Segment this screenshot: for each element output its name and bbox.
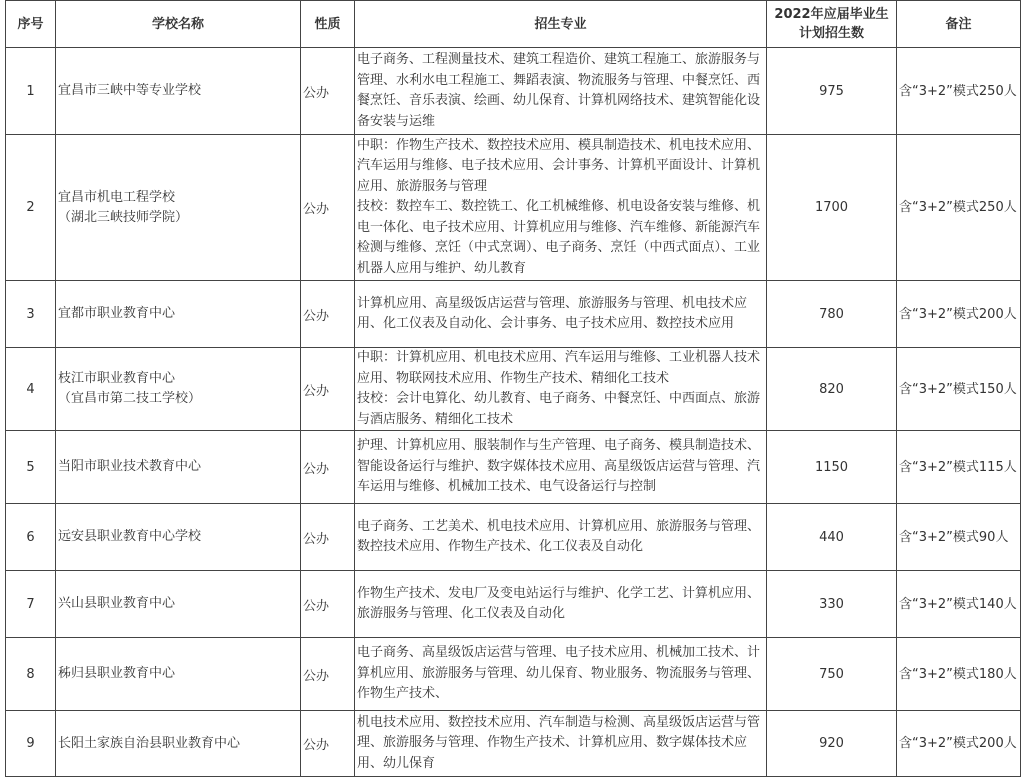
- cell-plan-count: 1150: [767, 431, 897, 504]
- table-row: [6, 711, 1021, 777]
- cell-majors: [355, 711, 767, 777]
- cell-remark: 含“3+2”模式200人: [897, 281, 1021, 348]
- school-name: 宜昌市三峡中等专业学校: [58, 83, 202, 98]
- cell-plan-count: 750: [767, 638, 897, 711]
- majors-text: 中职：作物生产技术、数控技术应用、模具制造技术、机电技术应用、汽车运用与维修、电子技术应用、会计事务、计算机平面设计、计算机应用、旅游服务与管理: [357, 137, 761, 194]
- cell-seq: 3: [6, 281, 56, 348]
- majors-text: 计算机应用、高星级饭店运营与管理、旅游服务与管理、机电技术应用、化工仪表及自动化、会计事务、电子技术应用、数控技术应用: [357, 295, 748, 331]
- school-name: 远安县职业教育中心学校: [58, 529, 202, 544]
- cell-nature: 公办: [301, 504, 355, 571]
- school-alias: （宜昌市第二技工学校）: [58, 391, 202, 406]
- cell-school-name: [56, 135, 301, 281]
- cell-plan-count: 820: [767, 348, 897, 431]
- cell-majors: [355, 431, 767, 504]
- cell-school-name: [56, 431, 301, 504]
- school-name: 长阳土家族自治县职业教育中心: [58, 735, 241, 751]
- cell-majors: [355, 48, 767, 135]
- table-row: [6, 135, 1021, 281]
- header-row: [6, 1, 1021, 48]
- school-name: 兴山县职业教育中心: [58, 596, 176, 611]
- cell-seq: 8: [6, 638, 56, 711]
- school-name: 秭归县职业教育中心: [58, 666, 176, 681]
- cell-school-name: [56, 711, 301, 777]
- majors-text: 技校：会计电算化、幼儿教育、电子商务、中餐烹饪、中西面点、旅游与酒店服务、精细化工技术: [357, 391, 761, 427]
- cell-seq: 2: [6, 135, 56, 281]
- header-plan-line1: 2022年应届毕业生: [774, 7, 889, 22]
- cell-remark: 含“3+2”模式150人: [897, 348, 1021, 431]
- cell-majors: [355, 638, 767, 711]
- cell-nature: 公办: [301, 281, 355, 348]
- cell-remark: 含“3+2”模式180人: [897, 638, 1021, 711]
- cell-seq: 1: [6, 48, 56, 135]
- table-row: [6, 504, 1021, 571]
- cell-remark: 含“3+2”模式140人: [897, 571, 1021, 638]
- cell-plan-count: 1700: [767, 135, 897, 281]
- header-seq: 序号: [6, 1, 56, 48]
- enrollment-table: [5, 0, 1021, 777]
- cell-majors: [355, 135, 767, 281]
- school-name: 当阳市职业技术教育中心: [58, 459, 202, 474]
- cell-remark: 含“3+2”模式115人: [897, 431, 1021, 504]
- cell-plan-count: 780: [767, 281, 897, 348]
- header-nature: 性质: [301, 1, 355, 48]
- cell-majors: [355, 571, 767, 638]
- cell-remark: 含“3+2”模式90人: [897, 504, 1021, 571]
- table-row: [6, 48, 1021, 135]
- table-row: [6, 348, 1021, 431]
- majors-text: 技校：数控车工、数控铣工、化工机械维修、机电设备安装与维修、机电一体化、电子技术应用、计算机应用与维修、汽车维修、新能源汽车检测与维修、烹饪（中式烹调）、电子商务、烹饪（中西式面点）、工业机器人应用与维护、幼儿教育: [357, 199, 761, 276]
- majors-text: 作物生产技术、发电厂及变电站运行与维护、化学工艺、计算机应用、旅游服务与管理、化工仪表及自动化: [357, 585, 761, 621]
- cell-school-name: [56, 504, 301, 571]
- cell-nature: 公办: [301, 135, 355, 281]
- majors-text: 电子商务、高星级饭店运营与管理、电子技术应用、机械加工技术、计算机应用、旅游服务与管理、幼儿保育、物业服务、物流服务与管理、作物生产技术、: [357, 645, 761, 702]
- cell-school-name: [56, 48, 301, 135]
- cell-school-name: [56, 571, 301, 638]
- cell-nature: 公办: [301, 431, 355, 504]
- cell-nature: 公办: [301, 571, 355, 638]
- school-name: 宜都市职业教育中心: [58, 306, 176, 321]
- header-plan-count: [767, 1, 897, 48]
- cell-nature: 公办: [301, 638, 355, 711]
- cell-plan-count: 975: [767, 48, 897, 135]
- school-name: 宜昌市机电工程学校: [58, 189, 176, 205]
- cell-school-name: [56, 281, 301, 348]
- cell-seq: 9: [6, 711, 56, 777]
- cell-remark: 含“3+2”模式200人: [897, 711, 1021, 777]
- cell-seq: 5: [6, 431, 56, 504]
- cell-majors: [355, 348, 767, 431]
- cell-plan-count: 440: [767, 504, 897, 571]
- school-alias: （湖北三峡技师学院）: [58, 209, 189, 225]
- table-row: [6, 431, 1021, 504]
- cell-seq: 4: [6, 348, 56, 431]
- table-row: [6, 571, 1021, 638]
- cell-plan-count: 330: [767, 571, 897, 638]
- cell-seq: 7: [6, 571, 56, 638]
- cell-remark: 含“3+2”模式250人: [897, 48, 1021, 135]
- majors-text: 机电技术应用、数控技术应用、汽车制造与检测、高星级饭店运营与管理、旅游服务与管理、作物生产技术、计算机应用、数字媒体技术应用、幼儿保育: [357, 714, 761, 771]
- cell-nature: 公办: [301, 48, 355, 135]
- majors-text: 电子商务、工艺美术、机电技术应用、计算机应用、旅游服务与管理、数控技术应用、作物生产技术、化工仪表及自动化: [357, 518, 761, 554]
- majors-text: 中职：计算机应用、机电技术应用、汽车运用与维修、工业机器人技术应用、物联网技术应用、作物生产技术、精细化工技术: [357, 350, 761, 386]
- header-plan-line2: 计划招生数: [798, 26, 864, 41]
- cell-plan-count: 920: [767, 711, 897, 777]
- school-name: 枝江市职业教育中心: [58, 371, 176, 386]
- cell-nature: 公办: [301, 711, 355, 777]
- cell-majors: [355, 504, 767, 571]
- majors-text: 护理、计算机应用、服装制作与生产管理、电子商务、模具制造技术、智能设备运行与维护、数字媒体技术应用、高星级饭店运营与管理、汽车运用与维修、机械加工技术、电气设备运行与控制: [357, 438, 761, 495]
- majors-text: 电子商务、工程测量技术、建筑工程造价、建筑工程施工、旅游服务与管理、水利水电工程施工、舞蹈表演、物流服务与管理、中餐烹饪、西餐烹饪、音乐表演、绘画、幼儿保育、计算机网络技术、建筑智能化设备安装与运维: [357, 52, 761, 129]
- cell-remark: 含“3+2”模式250人: [897, 135, 1021, 281]
- table-row: [6, 638, 1021, 711]
- header-remark: 备注: [897, 1, 1021, 48]
- table-row: [6, 281, 1021, 348]
- cell-majors: [355, 281, 767, 348]
- cell-seq: 6: [6, 504, 56, 571]
- header-school-name: 学校名称: [56, 1, 301, 48]
- header-majors: 招生专业: [355, 1, 767, 48]
- cell-school-name: [56, 348, 301, 431]
- cell-school-name: [56, 638, 301, 711]
- cell-nature: 公办: [301, 348, 355, 431]
